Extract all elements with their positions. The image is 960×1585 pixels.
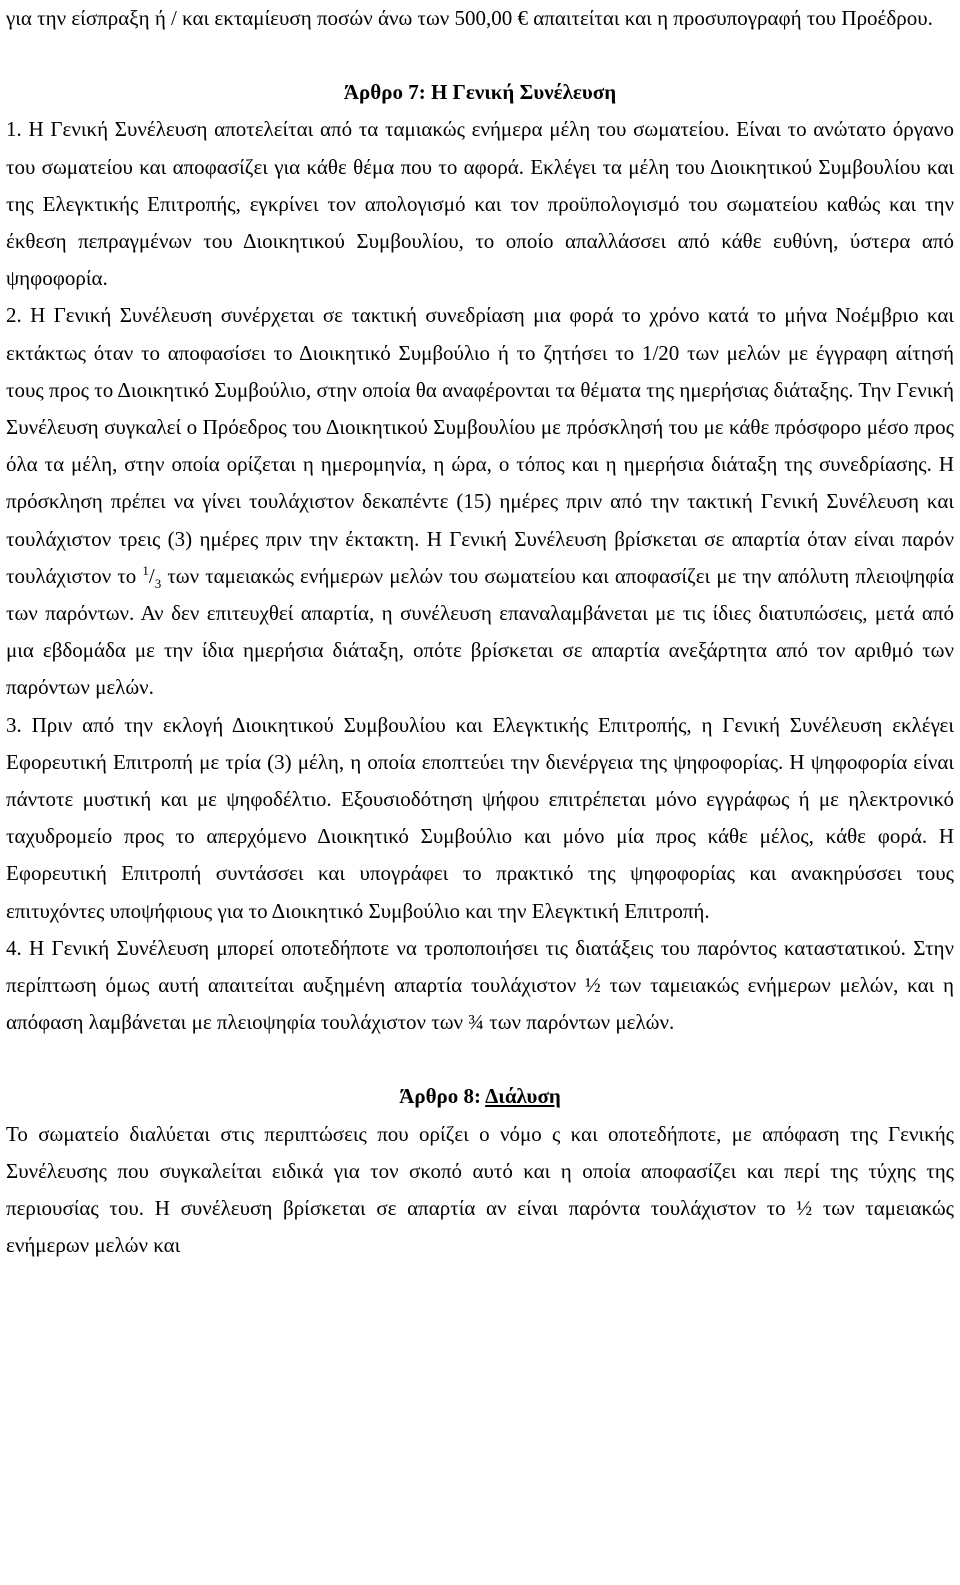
- article-8-paragraph-1: Το σωματείο διαλύεται στις περιπτώσεις που ορίζει ο νόμο ς και οποτεδήποτε, με απόφαση της Γενικής Συνέλευσης που συγκαλείται ειδικά για τον σκοπό αυτό και η οποία αποφασίζει και περί της τύχης της περιουσίας του. Η συνέλευση βρίσκεται σε απαρτία αν είναι παρόντα τουλάχιστον το ½ των ταμειακώς ενήμερων μελών και: [6, 1121, 954, 1258]
- document-page: [6, 0, 954, 1265]
- fraction-denominator: 3: [154, 576, 162, 592]
- fraction-numerator: 1: [142, 562, 149, 578]
- article-7-paragraph-2: [6, 297, 954, 706]
- paragraph-2-text-end: των ταμειακώς ενήμερων μελών του σωματείου και αποφασίζει με την απόλυτη πλειοψηφία των παρόντων. Αν δεν επιτευχθεί απαρτία, η συνέλευση επαναλαμβάνεται με τις ίδιες διατυπώσεις, μετά από μια εβδομάδα με την ίδια ημερήσια διάταξη, οπότε βρίσκεται σε απαρτία ανεξάρτητα από τον αριθμό των παρόντων μελών.: [6, 563, 954, 700]
- article-7-paragraph-3: 3. Πριν από την εκλογή Διοικητικού Συμβουλίου και Ελεγκτικής Επιτροπής, η Γενική Συνέλευση εκλέγει Εφορευτική Επιτροπή με τρία (3) μέλη, η οποία εποπτεύει την διενέργεια της ψηφοφορίας. Η ψηφοφορία είναι πάντοτε μυστική και με ψηφοδέλτιο. Εξουσιοδότηση ψήφου επιτρέπεται μόνο εγγράφως ή με ηλεκτρονικό ταχυδρομείο προς το απερχόμενο Διοικητικό Συμβούλιο και μόνο μία προς κάθε μέλος, κάθε φορά. Η Εφορευτική Επιτροπή συντάσσει και υπογράφει το πρακτικό της ψηφοφορίας και ανακηρύσσει τους επιτυχόντες υποψήφιους για το Διοικητικό Συμβούλιο και την Ελεγκτική Επιτροπή.: [6, 712, 954, 923]
- article-7-paragraph-1: 1. Η Γενική Συνέλευση αποτελείται από τα ταμιακώς ενήμερα μέλη του σωματείου. Είναι το ανώτατο όργανο του σωματείου και αποφασίζει για κάθε θέμα που το αφορά. Εκλέγει τα μέλη του Διοικητικού Συμβουλίου και της Ελεγκτικής Επιτροπής, εγκρίνει τον απολογισμό και τον προϋπολογισμό του σωματείου καθώς και την έκθεση πεπραγμένων του Διοικητικού Συμβουλίου, το οποίο απαλλάσσει από κάθε ευθύνη, ύστερα από ψηφοφορία.: [6, 117, 954, 291]
- fraction-slash: /: [148, 563, 155, 588]
- article-8-heading-title: Διάλυση: [485, 1084, 561, 1109]
- article-8-heading: [6, 1078, 954, 1115]
- paragraph-2-text-start: 2. Η Γενική Συνέλευση συνέρχεται σε τακτική συνεδρίαση μια φορά το χρόνο κατά το μήνα Νοέμβριο και εκτάκτως όταν το αποφασίσει το Διοικητικό Συμβούλιο ή το ζητήσει το 1/20 των μελών με έγγραφη αίτησή τους προς το Διοικητικό Συμβούλιο, στην οποία θα αναφέρονται τα θέματα της ημερήσιας διάταξης. Την Γενική Συνέλευση συγκαλεί ο Πρόεδρος του Διοικητικού Συμβουλίου με πρόσκλησή του με κάθε πρόσφορο μέσο προς όλα τα μέλη, στην οποία ορίζεται η ημερομηνία, η ώρα, ο τόπος και η ημερήσια διάταξη της συνεδρίασης. Η πρόσκληση πρέπει να γίνει τουλάχιστον δεκαπέντε (15) ημέρες πριν από την τακτική Γενική Συνέλευση και τουλάχιστον τρεις (3) ημέρες πριν την έκτακτη. Η Γενική Συνέλευση βρίσκεται σε απαρτία όταν είναι παρόν τουλάχιστον το: [6, 303, 954, 588]
- article-7-paragraph-4: 4. Η Γενική Συνέλευση μπορεί οποτεδήποτε να τροποποιήσει τις διατάξεις του παρόντος καταστατικού. Στην περίπτωση όμως αυτή απαιτείται αυξημένη απαρτία τουλάχιστον ½ των ταμειακώς ενήμερων μελών, και η απόφαση λαμβάνεται με πλειοψηφία τουλάχιστον των ¾ των παρόντων μελών.: [6, 935, 954, 1035]
- article-7-heading: Άρθρο 7: Η Γενική Συνέλευση: [343, 80, 617, 105]
- spacer: [6, 1041, 954, 1078]
- spacer: [6, 37, 954, 74]
- intro-paragraph: για την είσπραξη ή / και εκταμίευση ποσών άνω των 500,00 € απαιτείται και η προσυπογραφή του Προέδρου.: [6, 6, 933, 30]
- article-8-heading-prefix: Άρθρο 8:: [399, 1084, 486, 1109]
